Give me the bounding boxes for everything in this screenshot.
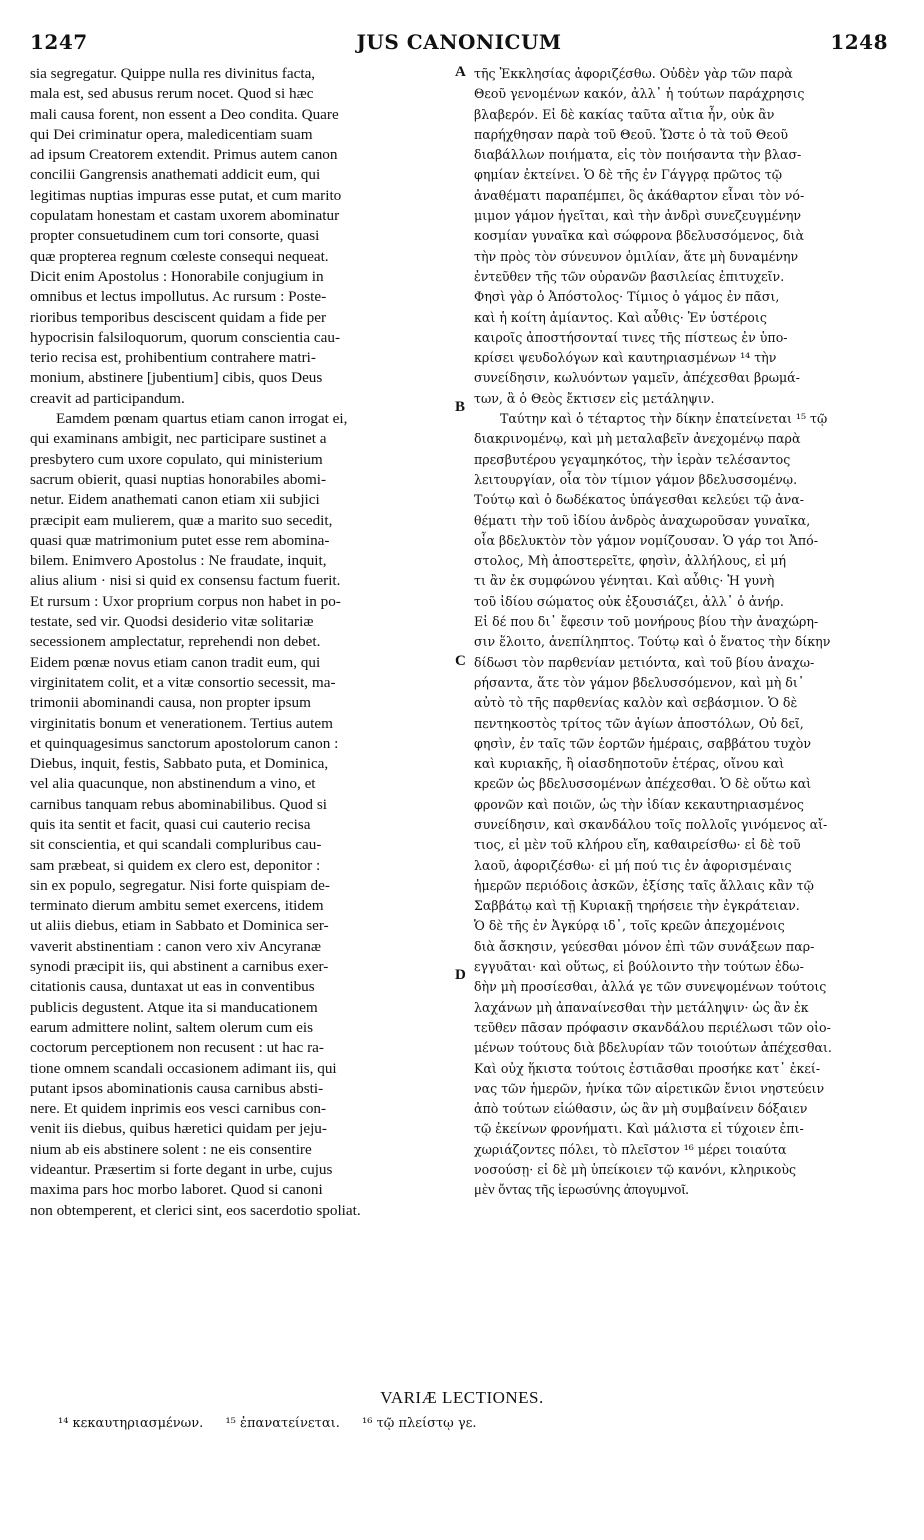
text-line: Eidem pœnæ novus etiam canon tradit eum, qui xyxy=(30,653,321,671)
text-line: ad ipsum Creatorem extendit. Primus autem canon xyxy=(30,146,338,164)
text-line: vaverit abstinentiam : canon vero xiv Ancyranæ xyxy=(30,937,322,955)
text-line: διαβάλλων ποιήματα, εἰς τὸν ποιήσαντα τὴν βλασ- xyxy=(474,147,802,163)
text-line: μένων τούτους διὰ βδελυρίαν τῶν τοιούτων ἀπέχεσθαι. xyxy=(474,1040,832,1056)
text-line: netur. Eidem anathemati canon etiam xii subjici xyxy=(30,491,320,509)
text-line: hypocrisin falsiloquorum, quorum conscientia cau- xyxy=(30,328,341,346)
text-line: virginitatem colit, et a vitæ consortio secessit, ma- xyxy=(30,673,336,691)
text-line: λειτουργίαν, οἷα τὸν τίμιον γάμον βδελυσσομένῳ. xyxy=(474,471,798,487)
margin-marker-c: C xyxy=(455,652,466,669)
text-line: ἀναθέματι παραπέμπει, ὃς ἀκάθαρτον εἶναι τὸν νό- xyxy=(474,187,805,203)
text-line: Καὶ οὐχ ἥκιστα τούτοις ἐστιᾶσθαι προσήκε κατ᾽ ἐκεί- xyxy=(474,1060,821,1076)
text-line: putant ipsos abominationis causa carnibus absti- xyxy=(30,1079,324,1097)
text-line: concilii Gangrensis anathemati addicit eum, qui xyxy=(30,166,321,184)
text-line: sacrum obierit, quasi nuptias honorabiles abomi- xyxy=(30,470,327,488)
text-line: presbytero cum uxore copulato, qui ministerium xyxy=(30,450,323,468)
text-line: καὶ ἡ κοίτη ἀμίαντος. Καὶ αὖθις· Ἐν ὑστέροις xyxy=(474,309,767,325)
text-line: τῆς Ἐκκλησίας ἀφοριζέσθω. Οὐδὲν γὰρ τῶν παρὰ xyxy=(474,66,793,81)
right-page-number: 1248 xyxy=(830,30,888,54)
text-line: vel alia quacunque, non abstinendum a vino, et xyxy=(30,775,316,793)
page-title: JUS CANONICUM xyxy=(356,30,562,54)
running-header xyxy=(30,30,888,60)
text-line: Et rursum : Uxor proprium corpus non habet in po- xyxy=(30,592,341,610)
text-line: Ὁ δὲ τῆς ἐν Ἀγκύρᾳ ιδ᾽, τοῖς κρεῶν ἀπεχομένοις xyxy=(474,918,785,934)
text-line: κρίσει ψευδολόγων καὶ καυτηριασμένων ¹⁴ τὴν xyxy=(474,350,777,366)
text-line: τι ἂν ἐκ συμφώνου γένηται. Καὶ αὖθις· Ἡ γυνὴ xyxy=(474,573,775,589)
text-line: terio recisa est, prohibentium contrahere matri- xyxy=(30,349,316,367)
greek-column xyxy=(474,64,892,1404)
text-line: οἷα βδελυκτὸν τὸν γάμον νομίζουσαν. Ὁ γάρ τοι Ἀπό- xyxy=(474,532,818,548)
text-line: συνείδησιν, καὶ σκανδάλου τοῖς πολλοῖς γινόμενος αἴ- xyxy=(474,816,828,832)
text-line: αὐτὸ τὸ τῆς παρθενίας καλὸν καὶ σεβάσμιον. Ὁ δὲ xyxy=(474,695,798,711)
text-line: δὴν μὴ προσίεσθαι, ἀλλά γε τῶν συνεψομένων τούτοις xyxy=(474,979,827,995)
text-line: qui examinans ambigit, nec participare sustinet a xyxy=(30,430,327,448)
text-line: quis ita sentit et facit, quasi cui cauterio recisa xyxy=(30,815,311,833)
text-line: Φησὶ γὰρ ὁ Ἀπόστολος· Τίμιος ὁ γάμος ἐν πᾶσι, xyxy=(474,289,780,305)
text-line: maxima pars hoc morbo laboret. Quod si canoni xyxy=(30,1181,323,1199)
text-line: διακρινομένῳ, καὶ μὴ μεταλαβεῖν ἀνεχομένῳ παρὰ xyxy=(474,431,801,447)
text-line: νοσούσῃ· εἰ δὲ μὴ ὑπείκοιεν τῷ κανόνι, κληρικοὺς xyxy=(474,1162,797,1178)
text-line: ἡμερῶν περιόδοις ἀσκῶν, ἐξίσης ταῖς ἄλλαις κἂν τῷ xyxy=(474,877,814,893)
text-line: sin ex populo, segregatur. Nisi forte quispiam de- xyxy=(30,876,330,894)
margin-marker-b: B xyxy=(455,398,466,415)
text-line: terminato dierum ambitu semet exercens, itidem xyxy=(30,897,324,915)
text-line: εγγυᾶται· καὶ οὕτως, εἰ βούλοιντο τὴν τούτων ἐδω- xyxy=(474,959,804,975)
text-line: alius alium · nisi si quid ex consensu factum fuerit. xyxy=(30,572,341,590)
margin-marker-a: A xyxy=(455,64,466,80)
text-line: legitimas nuptias impuras esse putat, et cum marito xyxy=(30,186,342,204)
text-line: μὲν ὄντας τῆς ἱερωσύνης ἀπογυμνοῖ. xyxy=(474,1182,689,1199)
text-line: παρήχθησαν παρὰ τοῦ Θεοῦ. Ὥστε ὁ τὰ τοῦ Θεοῦ xyxy=(474,126,788,142)
text-line: διὰ ἄσκησιν, γεύεσθαι μόνον ἐπὶ τῶν συνάξεων παρ- xyxy=(474,938,815,954)
text-line: χωριάζοντες πόλει, τὸ πλεῖστον ¹⁶ μέρει τοιαύτα xyxy=(474,1141,787,1157)
text-line: præcipit eam mulierem, quæ a marito suo secedit, xyxy=(30,511,333,529)
text-line: των, ἃ ὁ Θεὸς ἔκτισεν εἰς μετάληψιν. xyxy=(474,390,715,406)
text-line: nere. Et quidem inprimis eos vesci carnibus con- xyxy=(30,1100,327,1118)
text-line: coctorum perceptionem non recusent : ut hac ra- xyxy=(30,1039,324,1057)
text-line: copulatam honestam et castam uxorem abominatur xyxy=(30,207,340,225)
text-line: μιμον γάμον ἡγεῖται, καὶ τὴν ἀνδρὶ συνεζευγμένην xyxy=(474,208,802,224)
text-line: sit conscientia, et qui scandali compluribus cau- xyxy=(30,836,322,854)
text-line: Diebus, inquit, festis, Sabbato puta, et Dominica, xyxy=(30,755,329,773)
text-line: omnibus et lectus impollutus. Ac rursum : Poste- xyxy=(30,288,327,306)
text-line: sia segregatur. Quippe nulla res divinitus facta, xyxy=(30,65,316,82)
text-line: τῷ ἐκείνων φρονήματι. Καὶ μάλιστα εἰ τύχοιεν ἐπι- xyxy=(474,1121,804,1137)
text-line: τοῦ ἰδίου σώματος οὐκ ἐξουσιάζει, ἀλλ᾽ ὁ ἀνήρ. xyxy=(474,593,784,609)
variant-note: ¹⁴ κεκαυτηριασμένων. xyxy=(58,1416,204,1431)
text-line: ἀπὸ τούτων εἰώθασιν, ὡς ἂν μὴ συμβαίνειν δόξαιεν xyxy=(474,1101,808,1117)
text-line: quasi quæ matrimonium putet esse rem abomina- xyxy=(30,531,330,549)
text-line: non obtemperent, et clerici sint, eos sacerdotio spoliat. xyxy=(30,1201,361,1219)
text-line: τὴν πρὸς τὸν σύνευνον ὁμιλίαν, ἅτε μὴ δυναμένην xyxy=(474,248,799,264)
text-line: φησὶν, ἐν ταῖς τῶν ἑορτῶν ἡμέραις, σαββάτου τυχὸν xyxy=(474,735,812,751)
text-line: φρονῶν καὶ ποιῶν, ὡς τὴν ἰδίαν κεκαυτηριασμένος xyxy=(474,796,804,812)
text-line: θέματι τὴν τοῦ ἰδίου ἀνδρὸς ἀναχωροῦσαν γυναῖκα, xyxy=(474,512,811,528)
text-line: secessionem amplectatur, reprehendi non debet. xyxy=(30,633,321,651)
left-page-number: 1247 xyxy=(30,30,88,54)
text-line: creavit ad participandum. xyxy=(30,389,185,407)
text-line: sam præbeat, si quidem ex clero est, deponitor : xyxy=(30,856,321,874)
text-line: bilem. Enimvero Apostolus : Ne fraudate, inquit, xyxy=(30,552,327,570)
text-line: synodi præcipit iis, qui abstinent a carnibus exer- xyxy=(30,958,329,976)
text-line: monium, abstinere [jubentium] cibis, quos Deus xyxy=(30,369,323,387)
text-line: testate, sed vir. Quodsi desiderio vitæ solitariæ xyxy=(30,613,314,631)
text-line: τεῦθεν πᾶσαν πρόφασιν σκανδάλου περιέλωσι τῶν οἰο- xyxy=(474,1019,831,1035)
text-line: earum admittere nolint, saltem olerum cum eis xyxy=(30,1018,313,1036)
text-line: λαοῦ, ἀφοριζέσθω· εἰ μή πού τις ἐν ἀφορισμέναις xyxy=(474,857,792,873)
latin-column xyxy=(30,64,458,1384)
text-line: βλαβερόν. Εἰ δὲ κακίας ταῦτα αἴτια ἦν, οὐκ ἂν xyxy=(474,106,775,122)
text-line: σιν ἕλοιτο, ἀνεπίληπτος. Τούτῳ καὶ ὁ ἔνατος τὴν δίκην xyxy=(474,634,831,650)
text-line: κρεῶν ὡς βδελυσσομένων ἀπέχεσθαι. Ὁ δὲ οὕτω καὶ xyxy=(474,776,812,792)
text-line: nium ab eis abstinere solent : ne eis consentire xyxy=(30,1140,312,1158)
text-line: virginitatis bonum et venerationem. Tertius autem xyxy=(30,714,333,732)
text-line: ut aliis diebus, etiam in Sabbato et Dominica ser- xyxy=(30,917,329,935)
text-line: qui Dei criminatur opera, maledicentiam suam xyxy=(30,125,313,143)
variant-note: ¹⁶ τῷ πλείστῳ γε. xyxy=(362,1416,477,1431)
text-line: Θεοῦ γενομένων κακόν, ἀλλ᾽ ἡ τούτων παράχρησις xyxy=(474,86,805,102)
text-line: Εἰ δέ που δι᾽ ἔφεσιν τοῦ μονήρους βίου τὴν ἀναχώρη- xyxy=(474,614,819,630)
text-line: ρήσαντα, ἅτε τὸν γάμον βδελυσσόμενον, καὶ μὴ δι᾽ xyxy=(474,674,805,690)
text-line: συνείδησιν, κωλυόντων γαμεῖν, ἀπέχεσθαι βρωμά- xyxy=(474,370,800,386)
text-line: venit iis diebus, quibus hæretici quidam per jeju- xyxy=(30,1120,327,1138)
text-line: citationis causa, duntaxat ut eas in conventibus xyxy=(30,978,315,996)
text-line: quæ propterea regnum cœleste consequi nequeat. xyxy=(30,247,329,265)
text-line: propter consuetudinem cum tori consorte, quasi xyxy=(30,227,320,245)
text-line: πεντηκοστὸς τρίτος τῶν ἁγίων ἀποστόλων, Οὐ δεῖ, xyxy=(474,715,804,731)
text-line: νας τῶν ἡμερῶν, ἡνίκα τῶν αἱρετικῶν ἔνιοι νηστεύειν xyxy=(474,1080,825,1096)
text-line: rioribus temporibus desciscent quidam a fide per xyxy=(30,308,327,326)
text-line: Σαββάτῳ καὶ τῇ Κυριακῇ τηρήσειε τὴν ἐγκράτειαν. xyxy=(474,898,800,914)
text-line: Eamdem pœnam quartus etiam canon irrogat ei, xyxy=(56,410,348,428)
text-line: trimonii abominandi causa, non propter ipsum xyxy=(30,694,311,712)
variae-lectiones-title: VARIÆ LECTIONES. xyxy=(380,1388,544,1407)
text-line: δίδωσι τὸν παρθενίαν μετιόντα, καὶ τοῦ βίου ἀναχω- xyxy=(474,654,815,670)
variae-lectiones-notes xyxy=(58,1416,495,1431)
text-line: καὶ κυριακῆς, ἢ οἱασδηποτοῦν ἑτέρας, οἴνου καὶ xyxy=(474,756,785,772)
text-line: φημίαν ἐκτείνει. Ὁ δὲ τῆς ἐν Γάγγρᾳ πρῶτος τῷ xyxy=(474,167,782,183)
text-line: πρεσβυτέρου γεγαμηκότος, τὴν ἱερὰν τελέσαντος xyxy=(474,451,791,467)
text-line: στολος, Μὴ ἀποστερεῖτε, φησὶν, ἀλλήλους, εἰ μή xyxy=(474,553,787,569)
text-line: ἐντεῦθεν τῆς τῶν οὐρανῶν βασιλείας ἐπιτυχεῖν. xyxy=(474,268,785,284)
text-line: videantur. Præsertim si forte degant in urbe, cujus xyxy=(30,1161,333,1179)
text-line: et quinquagesimus sanctorum apostolorum canon : xyxy=(30,734,339,752)
margin-markers xyxy=(455,64,475,984)
text-line: mali causa forent, non essent a Deo condita. Quare xyxy=(30,105,339,123)
text-line: κοσμίαν γυναῖκα καὶ σώφρονα βδελυσσόμενος, διὰ xyxy=(474,228,804,244)
text-line: Τούτῳ καὶ ὁ δωδέκατος ὑπάγεσθαι κελεύει τῷ ἀνα- xyxy=(474,492,805,508)
text-line: καιροῖς ἀποστήσονταί τινες τῆς πίστεως ἐν ὑπο- xyxy=(474,329,788,345)
text-line: τιος, εἰ μὲν τοῦ κλήρου εἴη, καθαιρείσθω· εἰ δὲ τοῦ xyxy=(474,837,801,853)
margin-marker-d: D xyxy=(455,967,466,984)
text-line: Dicit enim Apostolus : Honorabile conjugium in xyxy=(30,267,324,285)
text-line: publicis degustent. Atque ita si manducationem xyxy=(30,998,318,1016)
variant-note: ¹⁵ ἐπανατείνεται. xyxy=(225,1416,340,1431)
text-line: carnibus tanquam rebus abominabilibus. Quod si xyxy=(30,795,327,813)
text-line: tione omnem scandali occasionem adimant iis, qui xyxy=(30,1059,337,1077)
text-line: mala est, sed abusus rerum nocet. Quod si hæc xyxy=(30,85,314,103)
text-line: Ταύτην καὶ ὁ τέταρτος τὴν δίκην ἐπατείνεται ¹⁵ τῷ xyxy=(500,411,828,427)
text-line: λαχάνων μὴ ἀπαναίνεσθαι τὴν μετάληψιν· ὡς ἂν ἐκ xyxy=(474,999,809,1015)
